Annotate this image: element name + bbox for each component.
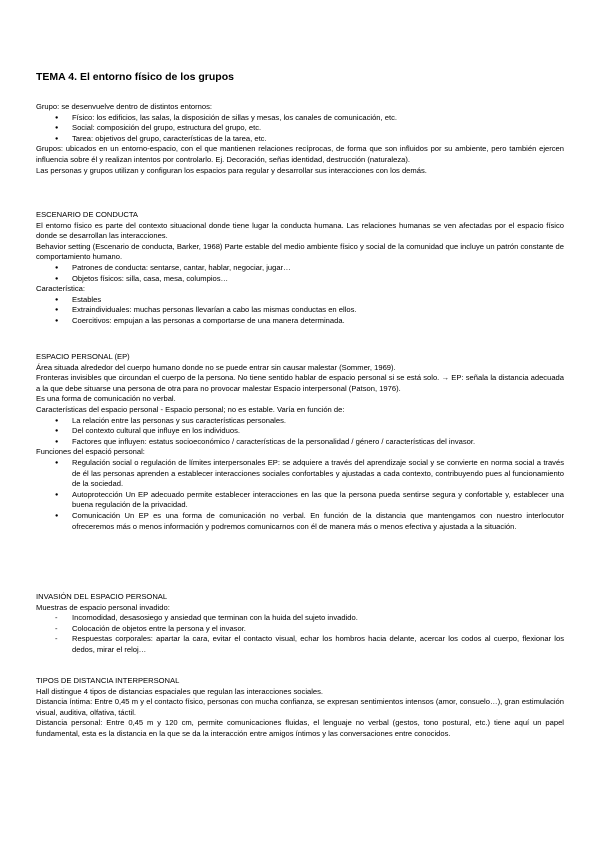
list-item: ● Tarea: objetivos del grupo, características de la tarea, etc. (36, 134, 564, 145)
escenario-section (36, 210, 564, 327)
paragraph: Característica: (36, 284, 85, 294)
intro-bullet-list (36, 113, 564, 145)
paragraph: Grupos: ubicados en un entorno-espacio, con el que mantienen relaciones recíprocas, de forma que son influidos por su ambiente, pero también ejercen influencia sobre él y realizan intentos por controlarlo. Ej. Decoración, señas identidad, destrucción (naturaleza). (36, 144, 564, 164)
espacio-personal-section (36, 352, 564, 532)
list-item: ● Del contexto cultural que influye en los individuos. (36, 426, 564, 437)
paragraph: Fronteras invisibles que circundan el cuerpo de la persona. No tiene sentido hablar de espacio personal si se está solo. → EP: señala la distancia adecuada a la que debe situarse una persona de otra para no provocar malestar Espacio interpersonal (Patson, 1976). (36, 373, 564, 393)
list-item: ● Estables (36, 295, 564, 306)
list-item: ● Factores que influyen: estatus socioeconómico / características de la personalidad / género / características del invasor. (36, 437, 564, 448)
paragraph: Behavior setting (Escenario de conducta, Barker, 1968) Parte estable del medio ambiente físico y social de la comunidad que incluye un patrón constante de comportamiento humano. (36, 241, 564, 262)
list-item: - Respuestas corporales: apartar la cara, evitar el contacto visual, echar los hombros hacia delante, acercar los codos al cuerpo, flexionar los dedos, mirar el reloj… (36, 634, 564, 655)
paragraph: Las personas y grupos utilizan y configuran los espacios para regular y desarrollar sus interacciones con los demás. (36, 165, 427, 175)
section-heading: INVASIÓN DEL ESPACIO PERSONAL (36, 592, 168, 601)
paragraph: Distancia personal: Entre 0,45 m y 120 cm, permite comunicaciones fluidas, el lenguaje no verbal (gestos, tono postural, etc.) tiene aquí un papel fundamental, esta es la distancia en la que se da la interacción entre amigos íntimos y las conversaciones entre conocidos. (36, 718, 564, 738)
list-item: ● Social: composición del grupo, estructura del grupo, etc. (36, 123, 564, 134)
list-item: ● Comunicación Un EP es una forma de comunicación no verbal. En función de la distancia que mantengamos con nuestro interlocutor ofreceremos más o menos información y podremos comunicarnos con él de manera más o menos efectiva y ajustada a la situación. (36, 511, 564, 532)
tipos-distancia-section (36, 676, 564, 740)
page-title: TEMA 4. El entorno físico de los grupos (36, 71, 234, 83)
dash-list (36, 613, 564, 655)
invasion-section (36, 592, 564, 656)
list-item: ● Autoprotección Un EP adecuado permite establecer interacciones en las que la persona pueda sentirse segura y confortable y, establecer una buena regulación de la privacidad. (36, 490, 564, 511)
list-item: ● La relación entre las personas y sus características personales. (36, 416, 564, 427)
paragraph: Área situada alrededor del cuerpo humano donde no se puede entrar sin causar malestar (Sommer, 1969). (36, 362, 396, 372)
intro-section (36, 102, 564, 176)
section-heading: ESCENARIO DE CONDUCTA (36, 210, 138, 219)
paragraph: Es una forma de comunicación no verbal. (36, 394, 176, 404)
paragraph: Hall distingue 4 tipos de distancias espaciales que regulan las interacciones sociales. (36, 686, 324, 696)
paragraph: Funciones del espació personal: (36, 447, 145, 457)
list-item: ● Extraindividuales: muchas personas llevarían a cabo las mismas conductas en ellos. (36, 305, 564, 316)
list-item: ● Patrones de conducta: sentarse, cantar, hablar, negociar, jugar… (36, 263, 564, 274)
paragraph: El entorno físico es parte del contexto situacional donde tiene lugar la conducta humana. Las relaciones humanas se ven afectadas por el espacio físico donde se desarrollan las interacciones. (36, 220, 564, 241)
list-item: - Colocación de objetos entre la persona y el invasor. (36, 624, 564, 635)
bullet-list (36, 295, 564, 327)
list-item: ● Coercitivos: empujan a las personas a comportarse de una manera determinada. (36, 316, 564, 327)
list-item: ● Regulación social o regulación de límites interpersonales EP: se adquiere a través del aprendizaje social y se convierte en norma social a través de él las personas aprenden a establecer interacciones sociales confortables y ajustadas a cada contexto, contribuyendo pues al funcionamiento de la sociedad. (36, 458, 564, 490)
section-heading: TIPOS DE DISTANCIA INTERPERSONAL (36, 676, 180, 685)
paragraph: Muestras de espacio personal invadido: (36, 602, 170, 612)
section-heading: ESPACIO PERSONAL (EP) (36, 352, 130, 361)
paragraph: Distancia íntima: Entre 0,45 m y el contacto físico, personas con mucha confianza, se expresan sentimientos intensos (amor, consuelo…), gran estimulación visual, auditiva, olfativa, táctil. (36, 697, 564, 717)
paragraph: Características del espacio personal - Espacio personal; no es estable. Varía en función de: (36, 404, 345, 414)
list-item: ● Objetos físicos: silla, casa, mesa, columpios… (36, 274, 564, 285)
bullet-list (36, 416, 564, 448)
bullet-list (36, 458, 564, 532)
list-item: ● Físico: los edificios, las salas, la disposición de sillas y mesas, los canales de comunicación, etc. (36, 113, 564, 124)
intro-line: Grupo: se desenvuelve dentro de distintos entornos: (36, 102, 213, 111)
bullet-list (36, 263, 564, 284)
list-item: - Incomodidad, desasosiego y ansiedad que terminan con la huida del sujeto invadido. (36, 613, 564, 624)
